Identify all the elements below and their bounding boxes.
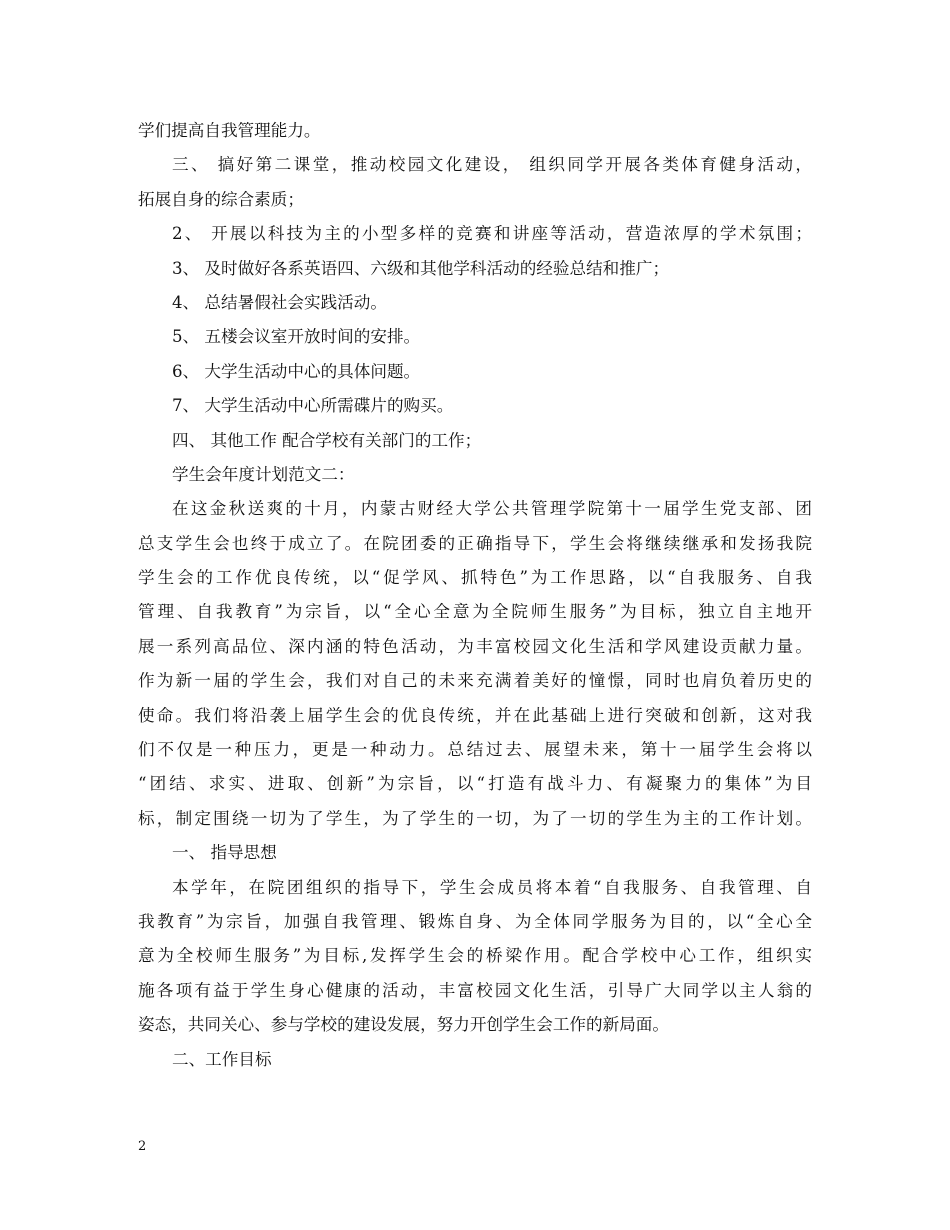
paragraph-line: 在这金秋送爽的十月，内蒙古财经大学公共管理学院第十一届学生党支部、团 bbox=[172, 499, 812, 519]
paragraph-line: 管理、自我教育”为宗旨，以“全心全意为全院师生服务”为目标，独立自主地开 bbox=[138, 602, 812, 622]
document-body bbox=[138, 114, 812, 1077]
subtitle: 学生会年度计划范文二： bbox=[172, 464, 355, 484]
paragraph-line: 施各项有益于学生身心健康的活动，丰富校园文化生活，引导广大同学以主人翁的 bbox=[138, 980, 812, 1000]
paragraph-line: 展一系列高品位、深内涵的特色活动，为丰富校园文化生活和学风建设贡献力量。 bbox=[138, 636, 812, 656]
paragraph-line: “团结、求实、进取、创新”为宗旨，以“打造有战斗力、有凝聚力的集体”为目 bbox=[138, 774, 812, 794]
list-item: 5、 五楼会议室开放时间的安排。 bbox=[172, 327, 421, 347]
text-line: 拓展自身的综合素质； bbox=[138, 189, 304, 209]
list-item: 4、 总结暑假社会实践活动。 bbox=[172, 292, 387, 312]
section-heading-2: 二、工作目标 bbox=[172, 1049, 272, 1069]
paragraph-line: 我教育”为宗旨，加强自我管理、锻炼自身、为全体同学服务为目的，以“全心全 bbox=[138, 911, 812, 931]
paragraph-line: 姿态，共同关心、参与学校的建设发展，努力开创学生会工作的新局面。 bbox=[138, 1015, 669, 1035]
paragraph-line: 作为新一届的学生会，我们对自己的未来充满着美好的憧憬，同时也肩负着历史的 bbox=[138, 671, 812, 691]
list-item: 2、 开展以科技为主的小型多样的竞赛和讲座等活动，营造浓厚的学术氛围； bbox=[172, 224, 812, 244]
text-line: 学们提高自我管理能力。 bbox=[138, 121, 321, 140]
paragraph-line: 学生会的工作优良传统，以“促学风、抓特色”为工作思路，以“自我服务、自我 bbox=[138, 568, 812, 588]
section-heading-4: 四、 其他工作 配合学校有关部门的工作； bbox=[172, 430, 482, 450]
paragraph-line: 们不仅是一种压力，更是一种动力。总结过去、展望未来，第十一届学生会将以 bbox=[138, 740, 812, 760]
paragraph-line: 本学年，在院团组织的指导下，学生会成员将本着“自我服务、自我管理、自 bbox=[172, 877, 812, 897]
paragraph-line: 意为全校师生服务”为目标,发挥学生会的桥梁作用。配合学校中心工作，组织实 bbox=[138, 946, 812, 966]
section-heading-1: 一、 指导思想 bbox=[172, 843, 277, 863]
paragraph-line: 总支学生会也终于成立了。在院团委的正确指导下，学生会将继续继承和发扬我院 bbox=[138, 533, 812, 553]
list-item: 7、 大学生活动中心所需碟片的购买。 bbox=[172, 396, 454, 416]
list-item: 6、 大学生活动中心的具体问题。 bbox=[172, 361, 421, 381]
paragraph-line: 使命。我们将沿袭上届学生会的优良传统，并在此基础上进行突破和创新，这对我 bbox=[138, 705, 812, 725]
section-heading-3: 三、 搞好第二课堂，推动校园文化建设， 组织同学开展各类体育健身活动， bbox=[172, 155, 812, 175]
paragraph-line: 标，制定围绕一切为了学生，为了学生的一切，为了一切的学生为主的工作计划。 bbox=[138, 808, 812, 828]
page-number: 2 bbox=[138, 1139, 147, 1154]
list-item: 3、 及时做好各系英语四、六级和其他学科活动的经验总结和推广； bbox=[172, 258, 670, 278]
